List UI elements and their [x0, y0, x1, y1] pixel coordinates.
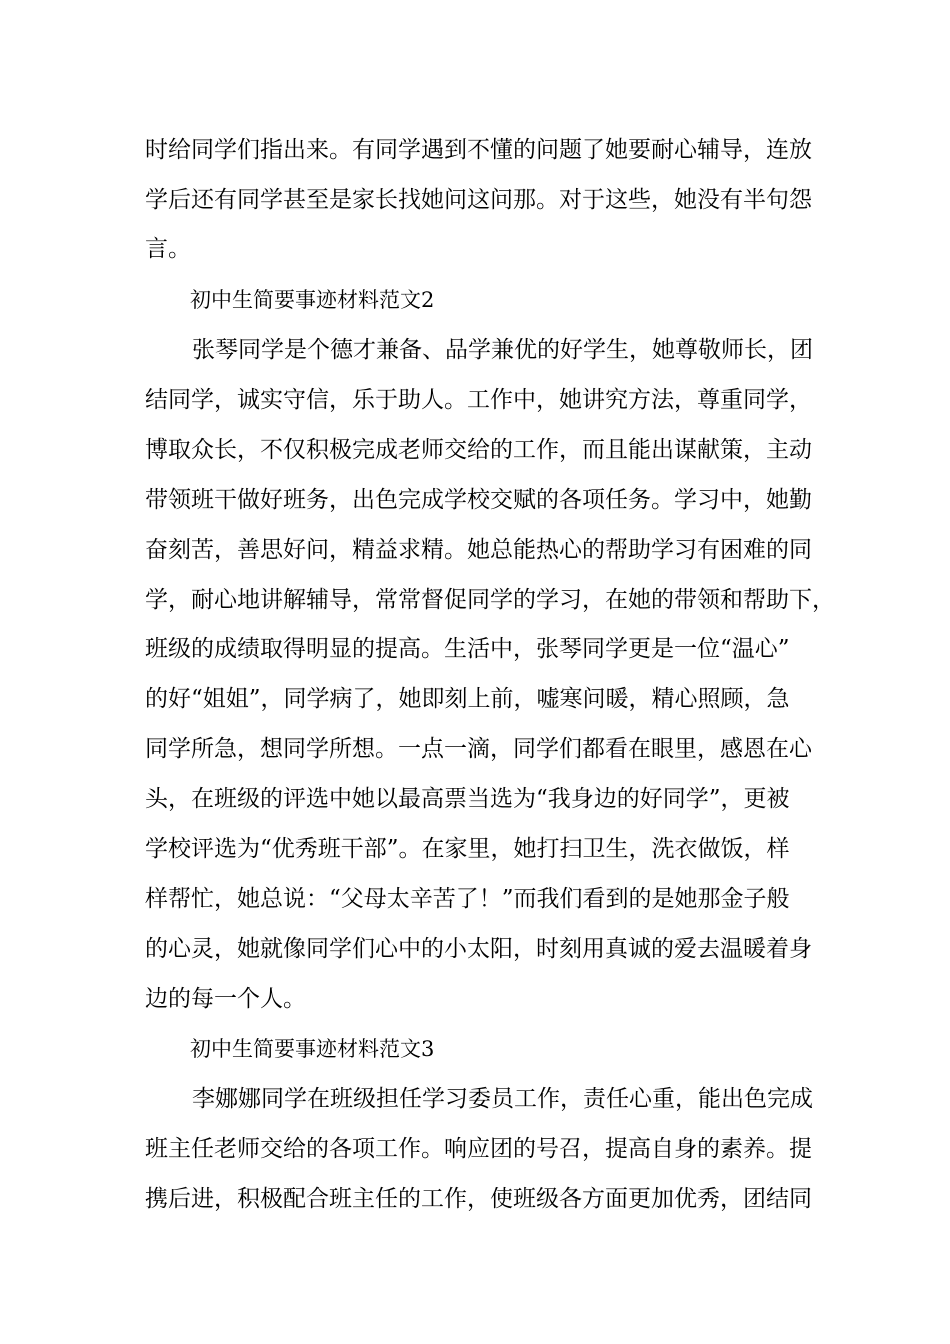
line-text: 头，在班级的评选中她以最高票当选为“我身边的好同学”，更被 [145, 786, 790, 812]
line-text: 张琴同学是个德才兼备、品学兼优的好学生，她尊敬师长，团 [192, 337, 813, 363]
line-text: 言。 [145, 236, 191, 262]
text-line [0, 1079, 950, 1119]
text-line [0, 929, 950, 969]
line-text: 李娜娜同学在班级担任学习委员工作，责任心重，能出色完成 [192, 1086, 813, 1112]
section-heading [0, 280, 950, 320]
text-line [0, 679, 950, 719]
line-text: 学，耐心地讲解辅导，常常督促同学的学习，在她的带领和帮助下， [145, 587, 835, 613]
line-text: 学后还有同学甚至是家长找她问这问那。对于这些，她没有半句怨 [145, 187, 812, 213]
text-line [0, 180, 950, 220]
text-line [0, 979, 950, 1019]
text-line [0, 1179, 950, 1219]
text-line [0, 729, 950, 769]
line-text: 样帮忙，她总说：“父母太辛苦了！”而我们看到的是她那金子般 [145, 886, 790, 912]
line-text: 边的每一个人。 [145, 986, 306, 1012]
section-heading [0, 1029, 950, 1069]
text-line [0, 430, 950, 470]
text-line [0, 380, 950, 420]
line-text: 班主任老师交给的各项工作。响应团的号召，提高自身的素养。提 [145, 1136, 812, 1162]
heading-text: 初中生简要事迹材料范文3 [190, 1037, 435, 1061]
line-text: 结同学，诚实守信，乐于助人。工作中，她讲究方法，尊重同学， [145, 387, 812, 413]
line-text: 同学所急，想同学所想。一点一滴，同学们都看在眼里，感恩在心 [145, 736, 812, 762]
line-text: 的心灵，她就像同学们心中的小太阳，时刻用真诚的爱去温暖着身 [145, 936, 812, 962]
line-text: 时给同学们指出来。有同学遇到不懂的问题了她要耐心辅导，连放 [145, 137, 812, 163]
text-line [0, 229, 950, 269]
text-line [0, 629, 950, 669]
line-text: 博取众长，不仅积极完成老师交给的工作，而且能出谋献策，主动 [145, 437, 812, 463]
text-line [0, 879, 950, 919]
line-text: 学校评选为“优秀班干部”。在家里，她打扫卫生，洗衣做饭，样 [145, 836, 790, 862]
text-line [0, 480, 950, 520]
line-text: 的好“姐姐”，同学病了，她即刻上前，嘘寒问暖，精心照顾，急 [145, 686, 790, 712]
line-text: 携后进，积极配合班主任的工作，使班级各方面更加优秀，团结同 [145, 1186, 812, 1212]
text-line [0, 330, 950, 370]
line-text: 奋刻苦，善思好问，精益求精。她总能热心的帮助学习有困难的同 [145, 537, 812, 563]
text-line [0, 580, 950, 620]
text-line [0, 779, 950, 819]
line-text: 带领班干做好班务，出色完成学校交赋的各项任务。学习中，她勤 [145, 487, 812, 513]
line-text: 班级的成绩取得明显的提高。生活中，张琴同学更是一位“温心” [145, 636, 790, 662]
text-line [0, 1129, 950, 1169]
text-line [0, 530, 950, 570]
heading-text: 初中生简要事迹材料范文2 [190, 288, 435, 312]
text-line [0, 829, 950, 869]
text-line [0, 130, 950, 170]
